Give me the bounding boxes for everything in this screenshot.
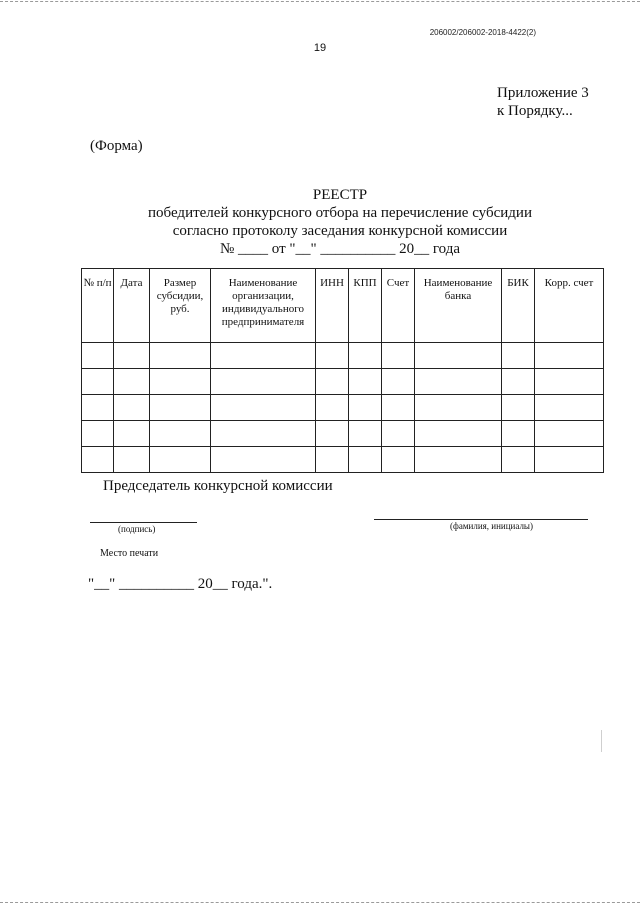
table-cell xyxy=(211,395,316,421)
table-cell xyxy=(150,369,211,395)
table-cell xyxy=(349,343,382,369)
table-cell xyxy=(415,447,502,473)
name-line xyxy=(374,519,588,520)
seal-place-label: Место печати xyxy=(100,548,159,559)
table-row xyxy=(82,369,604,395)
column-header-corr-account: Корр. счет xyxy=(535,269,604,343)
table-cell xyxy=(82,395,114,421)
table-cell xyxy=(211,369,316,395)
table-cell xyxy=(382,343,415,369)
title-line-3: согласно протоколу заседания конкурсной комиссии xyxy=(172,223,508,239)
table-cell xyxy=(502,343,535,369)
table-cell xyxy=(316,343,349,369)
table-cell xyxy=(349,421,382,447)
column-header-kpp: КПП xyxy=(349,269,382,343)
date-line: "__" __________ 20__ года.". xyxy=(88,576,273,592)
table-cell xyxy=(150,343,211,369)
table-row xyxy=(82,343,604,369)
table-row xyxy=(82,421,604,447)
title-line-2: победителей конкурсного отбора на перечисление субсидии xyxy=(148,205,532,221)
form-label: (Форма) xyxy=(90,138,143,154)
table-cell xyxy=(535,395,604,421)
chairman-label: Председатель конкурсной комиссии xyxy=(103,478,333,494)
appendix-note xyxy=(497,84,589,120)
table-cell xyxy=(502,421,535,447)
table-cell xyxy=(535,421,604,447)
table-cell xyxy=(316,395,349,421)
registry-table xyxy=(81,268,604,473)
table-header-row xyxy=(82,269,604,343)
table-cell xyxy=(150,421,211,447)
appendix-line-2: к Порядку... xyxy=(497,103,573,119)
table-cell xyxy=(114,343,150,369)
table-cell xyxy=(150,395,211,421)
table-cell xyxy=(114,447,150,473)
table-cell xyxy=(82,421,114,447)
column-header-number: № п/п xyxy=(82,269,114,343)
table-cell xyxy=(114,421,150,447)
table-cell xyxy=(211,447,316,473)
appendix-line-1: Приложение 3 xyxy=(497,85,589,101)
table-cell xyxy=(502,447,535,473)
table-cell xyxy=(316,447,349,473)
registry-title xyxy=(60,186,620,258)
table-cell xyxy=(382,369,415,395)
table-cell xyxy=(382,395,415,421)
name-caption: (фамилия, инициалы) xyxy=(450,521,533,531)
table-cell xyxy=(382,447,415,473)
table-cell xyxy=(316,369,349,395)
column-header-date: Дата xyxy=(114,269,150,343)
table-cell xyxy=(211,421,316,447)
table-cell xyxy=(415,421,502,447)
column-header-bik: БИК xyxy=(502,269,535,343)
column-header-subsidy-amount: Размер субсидии, руб. xyxy=(150,269,211,343)
title-line-1: РЕЕСТР xyxy=(312,187,368,203)
table-cell xyxy=(382,421,415,447)
table-cell xyxy=(502,369,535,395)
table-cell xyxy=(535,369,604,395)
table-cell xyxy=(211,343,316,369)
table-cell xyxy=(82,369,114,395)
signature-line xyxy=(90,522,197,523)
table-cell xyxy=(316,421,349,447)
table-row xyxy=(82,447,604,473)
table-cell xyxy=(349,395,382,421)
table-cell xyxy=(82,343,114,369)
table-cell xyxy=(349,447,382,473)
table-row xyxy=(82,395,604,421)
scan-border-top xyxy=(0,1,640,2)
column-header-bank-name: Наименование банка xyxy=(415,269,502,343)
table-cell xyxy=(150,447,211,473)
table-cell xyxy=(415,369,502,395)
table-cell xyxy=(535,343,604,369)
table-cell xyxy=(502,395,535,421)
table-cell xyxy=(535,447,604,473)
table-cell xyxy=(114,395,150,421)
table-cell xyxy=(114,369,150,395)
column-header-inn: ИНН xyxy=(316,269,349,343)
table-cell xyxy=(349,369,382,395)
table-cell xyxy=(415,395,502,421)
title-line-4: № ____ от "__" __________ 20__ года xyxy=(219,241,461,257)
column-header-account: Счет xyxy=(382,269,415,343)
scan-artifact-mark xyxy=(601,730,602,752)
table-cell xyxy=(415,343,502,369)
table-cell xyxy=(82,447,114,473)
column-header-organization-name: Наименование организации, индивидуального предпринимателя xyxy=(211,269,316,343)
signature-caption: (подпись) xyxy=(118,524,156,534)
document-id: 206002/206002-2018-4422(2) xyxy=(429,28,536,37)
page-number: 19 xyxy=(313,42,327,54)
scan-border-bottom xyxy=(0,902,640,903)
